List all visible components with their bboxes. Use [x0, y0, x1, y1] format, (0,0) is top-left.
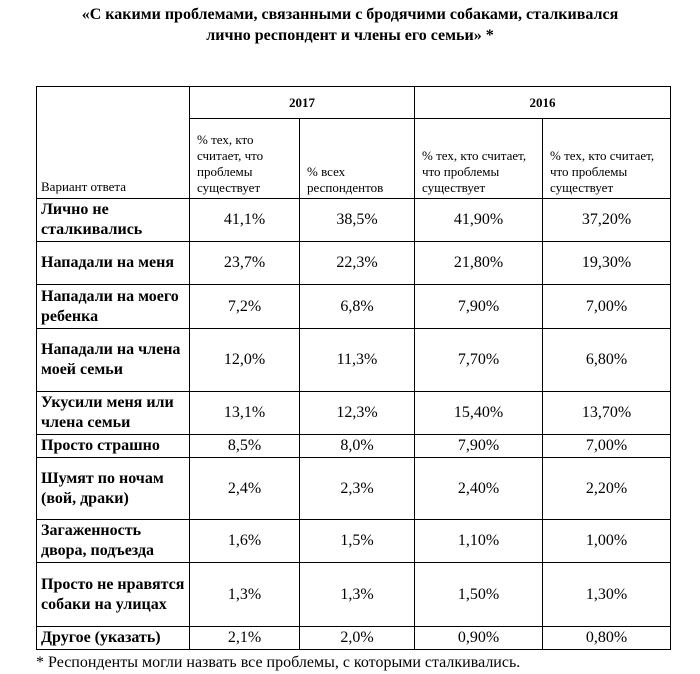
cell-value: 8,5%: [190, 435, 300, 458]
cell-value: 22,3%: [300, 242, 415, 285]
year-header-row: [37, 87, 671, 119]
title-line-1: «С какими проблемами, связанными с бродячими собаками, сталкивался: [81, 6, 619, 23]
survey-table: [36, 86, 671, 650]
answer-column-header: Вариант ответа: [37, 87, 190, 199]
table-row: [37, 627, 671, 650]
table-row: [37, 520, 671, 563]
row-label: Загаженность двора, подъезда: [37, 520, 190, 563]
cell-value: 2,1%: [190, 627, 300, 650]
cell-value: 7,90%: [415, 435, 543, 458]
cell-value: 7,90%: [415, 285, 543, 329]
cell-value: 2,4%: [190, 458, 300, 520]
cell-value: 37,20%: [543, 199, 671, 242]
cell-value: 1,00%: [543, 520, 671, 563]
row-label: Укусили меня или члена семьи: [37, 392, 190, 435]
cell-value: 7,00%: [543, 435, 671, 458]
subheader-2017-believers: % тех, кто считает, что проблемы существует: [190, 119, 300, 199]
cell-value: 11,3%: [300, 329, 415, 392]
subheader-2016-believers: % тех, кто считает, что проблемы существует: [415, 119, 543, 199]
row-label: Нападали на члена моей семьи: [37, 329, 190, 392]
table-row: [37, 285, 671, 329]
cell-value: 7,70%: [415, 329, 543, 392]
cell-value: 7,00%: [543, 285, 671, 329]
cell-value: 41,90%: [415, 199, 543, 242]
cell-value: 8,0%: [300, 435, 415, 458]
subheader-2016-believers-2: % тех, кто считает, что проблемы существует: [543, 119, 671, 199]
table-body: [37, 199, 671, 650]
table-row: [37, 563, 671, 627]
cell-value: 1,50%: [415, 563, 543, 627]
cell-value: 6,8%: [300, 285, 415, 329]
cell-value: 12,3%: [300, 392, 415, 435]
table-row: [37, 199, 671, 242]
cell-value: 7,2%: [190, 285, 300, 329]
subheader-2017-all: % всех респондентов: [300, 119, 415, 199]
row-label: Нападали на меня: [37, 242, 190, 285]
cell-value: 2,40%: [415, 458, 543, 520]
table-row: [37, 392, 671, 435]
cell-value: 2,20%: [543, 458, 671, 520]
cell-value: 1,5%: [300, 520, 415, 563]
cell-value: 1,6%: [190, 520, 300, 563]
cell-value: 41,1%: [190, 199, 300, 242]
table-row: [37, 242, 671, 285]
year-header-2017: 2017: [190, 87, 415, 119]
cell-value: 23,7%: [190, 242, 300, 285]
cell-value: 1,3%: [190, 563, 300, 627]
cell-value: 0,80%: [543, 627, 671, 650]
cell-value: 19,30%: [543, 242, 671, 285]
cell-value: 13,1%: [190, 392, 300, 435]
cell-value: 1,30%: [543, 563, 671, 627]
title-line-2: лично респондент и члены его семьи» *: [206, 27, 494, 44]
cell-value: 21,80%: [415, 242, 543, 285]
table-row: [37, 458, 671, 520]
cell-value: 6,80%: [543, 329, 671, 392]
page-title: [0, 4, 700, 46]
footnote: * Респонденты могли назвать все проблемы, с которыми сталкивались.: [36, 654, 521, 671]
cell-value: 0,90%: [415, 627, 543, 650]
table-row: [37, 329, 671, 392]
table-row: [37, 435, 671, 458]
row-label: Просто страшно: [37, 435, 190, 458]
cell-value: 1,3%: [300, 563, 415, 627]
row-label: Шумят по ночам (вой, драки): [37, 458, 190, 520]
row-label: Нападали на моего ребенка: [37, 285, 190, 329]
cell-value: 2,0%: [300, 627, 415, 650]
cell-value: 1,10%: [415, 520, 543, 563]
row-label: Просто не нравятся собаки на улицах: [37, 563, 190, 627]
row-label: Лично не сталкивались: [37, 199, 190, 242]
cell-value: 13,70%: [543, 392, 671, 435]
row-label: Другое (указать): [37, 627, 190, 650]
cell-value: 38,5%: [300, 199, 415, 242]
year-header-2016: 2016: [415, 87, 671, 119]
cell-value: 15,40%: [415, 392, 543, 435]
cell-value: 12,0%: [190, 329, 300, 392]
cell-value: 2,3%: [300, 458, 415, 520]
